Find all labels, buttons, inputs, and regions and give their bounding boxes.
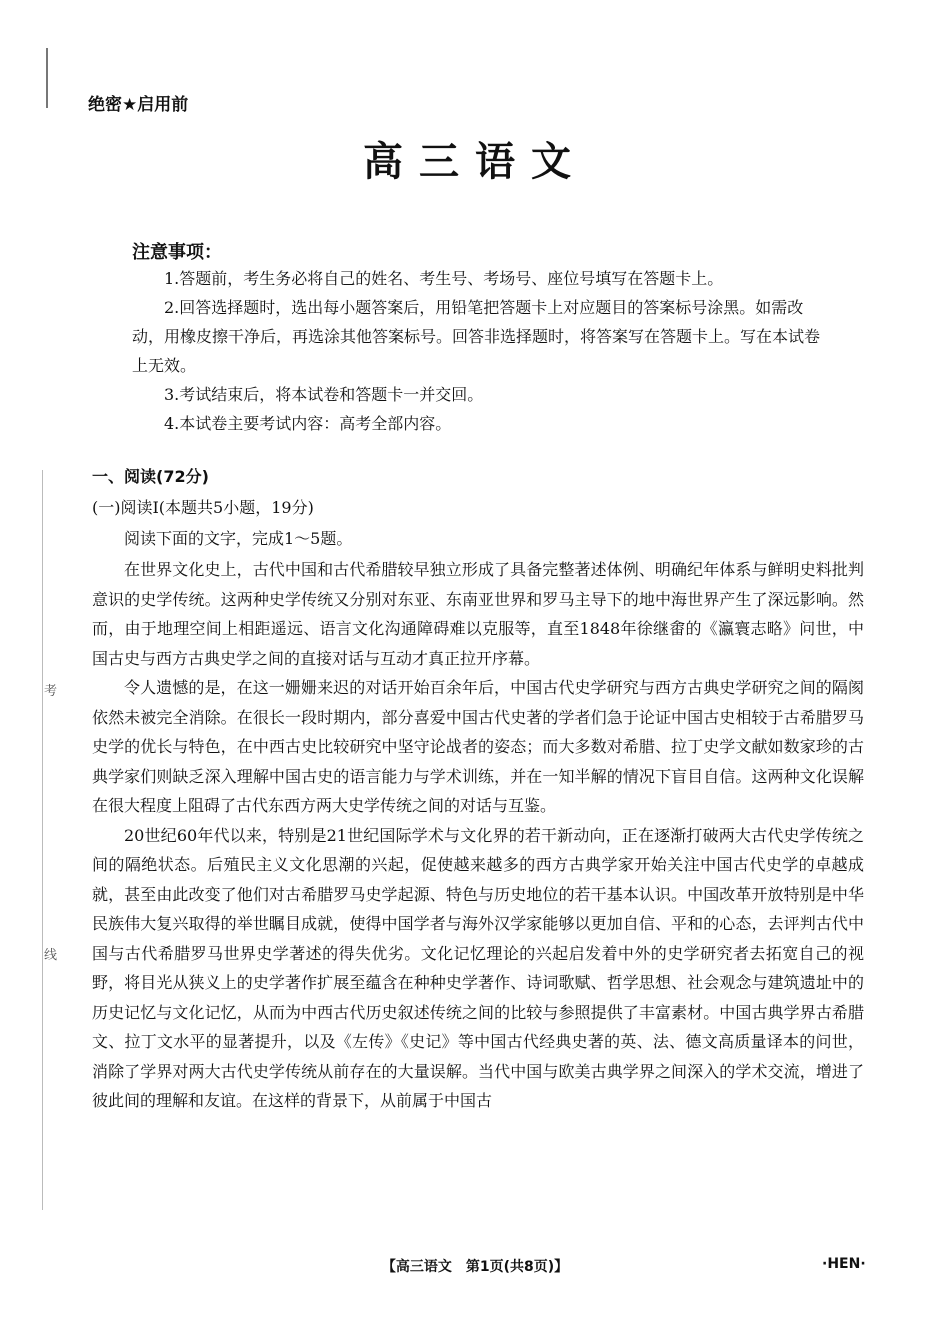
notice-item: 2.回答选择题时，选出每小题答案后，用铅笔把答题卡上对应题目的答案标号涂黑。如需改动，用橡皮擦干净后，再选涂其他答案标号。回答非选择题时，将答案写在答题卡上。写在本试卷上无效。 [132, 298, 821, 375]
notice-item: 3.考试结束后，将本试卷和答题卡一并交回。 [164, 385, 484, 404]
scan-artifact-line [42, 470, 43, 1210]
notice-item: 1.答题前，考生务必将自己的姓名、考生号、考场号、座位号填写在答题卡上。 [164, 269, 724, 288]
section-heading: 一、阅读(72分) [92, 467, 209, 486]
notice-item: 4.本试卷主要考试内容：高考全部内容。 [164, 414, 452, 433]
margin-mark-xian: 线 [44, 948, 58, 963]
passage-paragraph: 20世纪60年代以来，特别是21世纪国际学术与文化界的若干新动向，正在逐渐打破两大古代史学传统之间的隔绝状态。后殖民主义文化思潮的兴起，促使越来越多的西方古典学家开始关注中国古代史学的卓越成就，甚至由此改变了他们对古希腊罗马史学起源、特色与历史地位的若干基本认识。中国改革开放特别是中华民族伟大复兴取得的举世瞩目成就，使得中国学者与海外汉学家能够以更加自信、平和的心态，去评判古代中国与古代希腊罗马世界史学著述的得失优劣。文化记忆理论的兴起启发着中外的史学研究者去拓宽自己的视野，将目光从狭义上的史学著作扩展至蕴含在种种史学著作、诗词歌赋、哲学思想、社会观念与建筑遗址中的历史记忆与文化记忆，从而为中西古代历史叙述传统之间的比较与参照提供了丰富素材。中国古典学界古希腊文、拉丁文水平的显著提升，以及《左传》《史记》等中国古代经典史著的英、法、德文高质量译本的问世，消除了学界对两大古代史学传统从前存在的大量误解。当代中国与欧美古典学界之间深入的学术交流，增进了彼此间的理解和友谊。在这样的背景下，从前属于中国古 [92, 825, 864, 1110]
scan-artifact-line [46, 48, 48, 108]
notice-list [132, 264, 832, 438]
footer-code: ·HEN· [822, 1256, 866, 1272]
page-title: 高三语文 [363, 139, 587, 185]
reading-instruction: 阅读下面的文字，完成1～5题。 [124, 529, 353, 548]
reading-passage [92, 555, 864, 1116]
passage-paragraph: 在世界文化史上，古代中国和古代希腊较早独立形成了具备完整著述体例、明确纪年体系与鲜明史料批判意识的史学传统。这两种史学传统又分别对东亚、东南亚世界和罗马主导下的地中海世界产生了深远影响。然而，由于地理空间上相距遥远、语言文化沟通障碍难以克服等，直至1848年徐继畬的《瀛寰志略》问世，中国古史与西方古典史学之间的直接对话与互动才真正拉开序幕。 [92, 560, 864, 668]
passage-paragraph: 令人遗憾的是，在这一姗姗来迟的对话开始百余年后，中国古代史学研究与西方古典史学研究之间的隔阂依然未被完全消除。在很长一段时期内，部分喜爱中国古代史著的学者们急于论证中国古史相较于古希腊罗马史学的优长与特色，在中西古史比较研究中坚守论战者的姿态；而大多数对希腊、拉丁史学文献如数家珍的古典学家们则缺乏深入理解中国古史的语言能力与学术训练，并在一知半解的情况下盲目自信。这两种文化误解在很大程度上阻碍了古代东西方两大史学传统之间的对话与互鉴。 [92, 678, 864, 815]
confidential-label: 绝密★启用前 [88, 95, 189, 115]
notice-heading: 注意事项： [132, 242, 222, 263]
page-footer: 【高三语文 第1页(共8页)】 [381, 1259, 569, 1275]
margin-mark-kao: 考 [44, 684, 58, 699]
subsection-heading: (一)阅读Ⅰ(本题共5小题，19分) [92, 498, 314, 517]
